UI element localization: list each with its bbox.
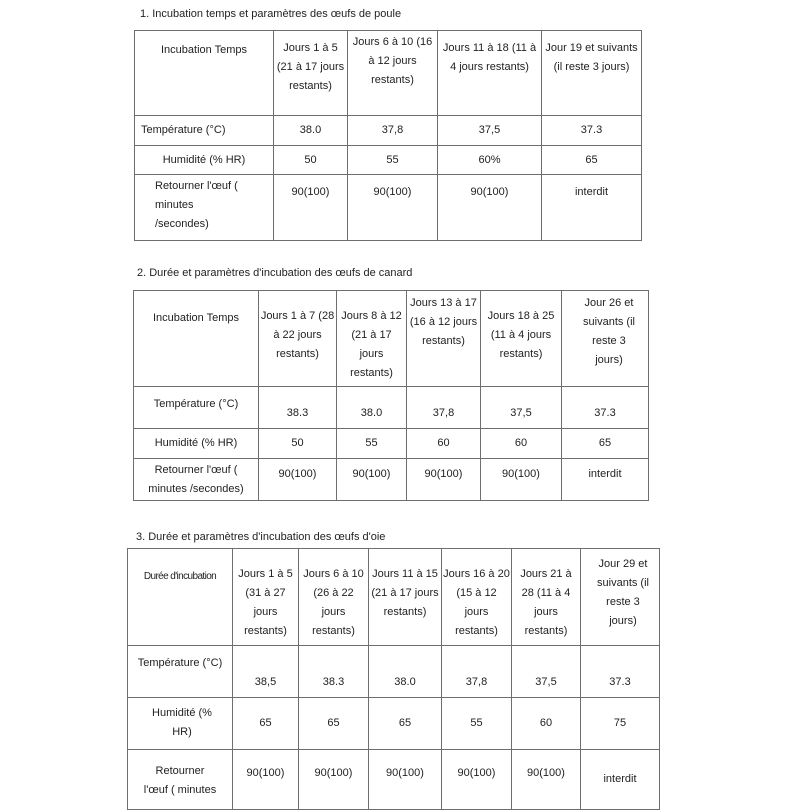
cell-value: 90(100) [259, 459, 337, 501]
cell-value: 37,5 [512, 646, 581, 698]
temperature-row [134, 387, 649, 429]
temperature-row [128, 646, 660, 698]
cell-value: 55 [442, 698, 512, 750]
header-label: Incubation Temps [135, 31, 274, 116]
cell-value: 38.3 [259, 387, 337, 429]
cell-value: 60 [407, 429, 481, 459]
column-header: Jours 8 à 12 (21 à 17 jours restants) [337, 291, 407, 387]
cell-value: 38.3 [299, 646, 369, 698]
column-header: Jours 1 à 7 (28 à 22 jours restants) [259, 291, 337, 387]
cell-value: 90(100) [337, 459, 407, 501]
column-header: Jours 13 à 17 (16 à 12 jours restants) [407, 291, 481, 387]
table-header-row [135, 31, 642, 116]
row-label: Température (°C) [128, 646, 233, 698]
section-1-title: 1. Incubation temps et paramètres des œufs de poule [140, 8, 402, 20]
section-3-title: 3. Durée et paramètres d'incubation des œufs d'oie [136, 531, 386, 543]
cell-value: 65 [562, 429, 649, 459]
cell-value: 37.3 [542, 116, 642, 146]
table-header-row [128, 549, 660, 646]
cell-value: interdit [581, 750, 660, 810]
row-label: Humidité (% HR) [135, 146, 274, 175]
duck-incubation-table [133, 290, 649, 501]
cell-value: 65 [369, 698, 442, 750]
row-label: Humidité (% HR) [128, 698, 233, 750]
cell-value: 37,5 [438, 116, 542, 146]
cell-value: 90(100) [407, 459, 481, 501]
cell-value: 38.0 [274, 116, 348, 146]
cell-value: 60% [438, 146, 542, 175]
cell-value: 37.3 [562, 387, 649, 429]
humidity-row [134, 429, 649, 459]
cell-value: 75 [581, 698, 660, 750]
cell-value: 90(100) [369, 750, 442, 810]
cell-value: 38,5 [233, 646, 299, 698]
header-label: Durée d'incubation [128, 549, 233, 646]
temperature-row [135, 116, 642, 146]
cell-value: interdit [542, 175, 642, 241]
cell-value: 37,5 [481, 387, 562, 429]
cell-value: 50 [274, 146, 348, 175]
cell-value: 37,8 [348, 116, 438, 146]
column-header: Jours 18 à 25 (11 à 4 jours restants) [481, 291, 562, 387]
column-header: Jours 16 à 20 (15 à 12 jours restants) [442, 549, 512, 646]
section-2-title: 2. Durée et paramètres d'incubation des œufs de canard [137, 267, 413, 279]
row-label: Retourner l'œuf ( minutes [128, 750, 233, 810]
cell-value: 60 [481, 429, 562, 459]
turn-egg-row [128, 750, 660, 810]
goose-incubation-table [127, 548, 660, 810]
column-header: Jours 1 à 5 (31 à 27 jours restants) [233, 549, 299, 646]
cell-value: 90(100) [512, 750, 581, 810]
humidity-row [128, 698, 660, 750]
cell-value: 90(100) [274, 175, 348, 241]
row-label: Température (°C) [135, 116, 274, 146]
cell-value: 90(100) [233, 750, 299, 810]
cell-value: 90(100) [442, 750, 512, 810]
row-label: Température (°C) [134, 387, 259, 429]
cell-value: 50 [259, 429, 337, 459]
chicken-incubation-table [134, 30, 642, 241]
column-header: Jours 21 à 28 (11 à 4 jours restants) [512, 549, 581, 646]
cell-value: 90(100) [299, 750, 369, 810]
column-header: Jours 1 à 5 (21 à 17 jours restants) [274, 31, 348, 116]
cell-value: 90(100) [481, 459, 562, 501]
cell-value: interdit [562, 459, 649, 501]
turn-egg-row [134, 459, 649, 501]
column-header: Jours 11 à 18 (11 à 4 jours restants) [438, 31, 542, 116]
cell-value: 90(100) [348, 175, 438, 241]
humidity-row [135, 146, 642, 175]
cell-value: 55 [337, 429, 407, 459]
cell-value: 38.0 [369, 646, 442, 698]
row-label: Retourner l'œuf ( minutes /secondes) [135, 175, 274, 241]
cell-value: 90(100) [438, 175, 542, 241]
cell-value: 55 [348, 146, 438, 175]
cell-value: 38.0 [337, 387, 407, 429]
cell-value: 37.3 [581, 646, 660, 698]
cell-value: 37,8 [407, 387, 481, 429]
cell-value: 65 [542, 146, 642, 175]
cell-value: 65 [233, 698, 299, 750]
column-header: Jours 11 à 15 (21 à 17 jours restants) [369, 549, 442, 646]
row-label: Humidité (% HR) [134, 429, 259, 459]
cell-value: 60 [512, 698, 581, 750]
column-header: Jour 19 et suivants (il reste 3 jours) [542, 31, 642, 116]
column-header: Jours 6 à 10 (16 à 12 jours restants) [348, 31, 438, 116]
cell-value: 65 [299, 698, 369, 750]
table-header-row [134, 291, 649, 387]
column-header: Jour 29 et suivants (il reste 3 jours) [581, 549, 660, 646]
header-label: Incubation Temps [134, 291, 259, 387]
turn-egg-row [135, 175, 642, 241]
cell-value: 37,8 [442, 646, 512, 698]
column-header: Jour 26 et suivants (il reste 3 jours) [562, 291, 649, 387]
row-label: Retourner l'œuf ( minutes /secondes) [134, 459, 259, 501]
column-header: Jours 6 à 10 (26 à 22 jours restants) [299, 549, 369, 646]
